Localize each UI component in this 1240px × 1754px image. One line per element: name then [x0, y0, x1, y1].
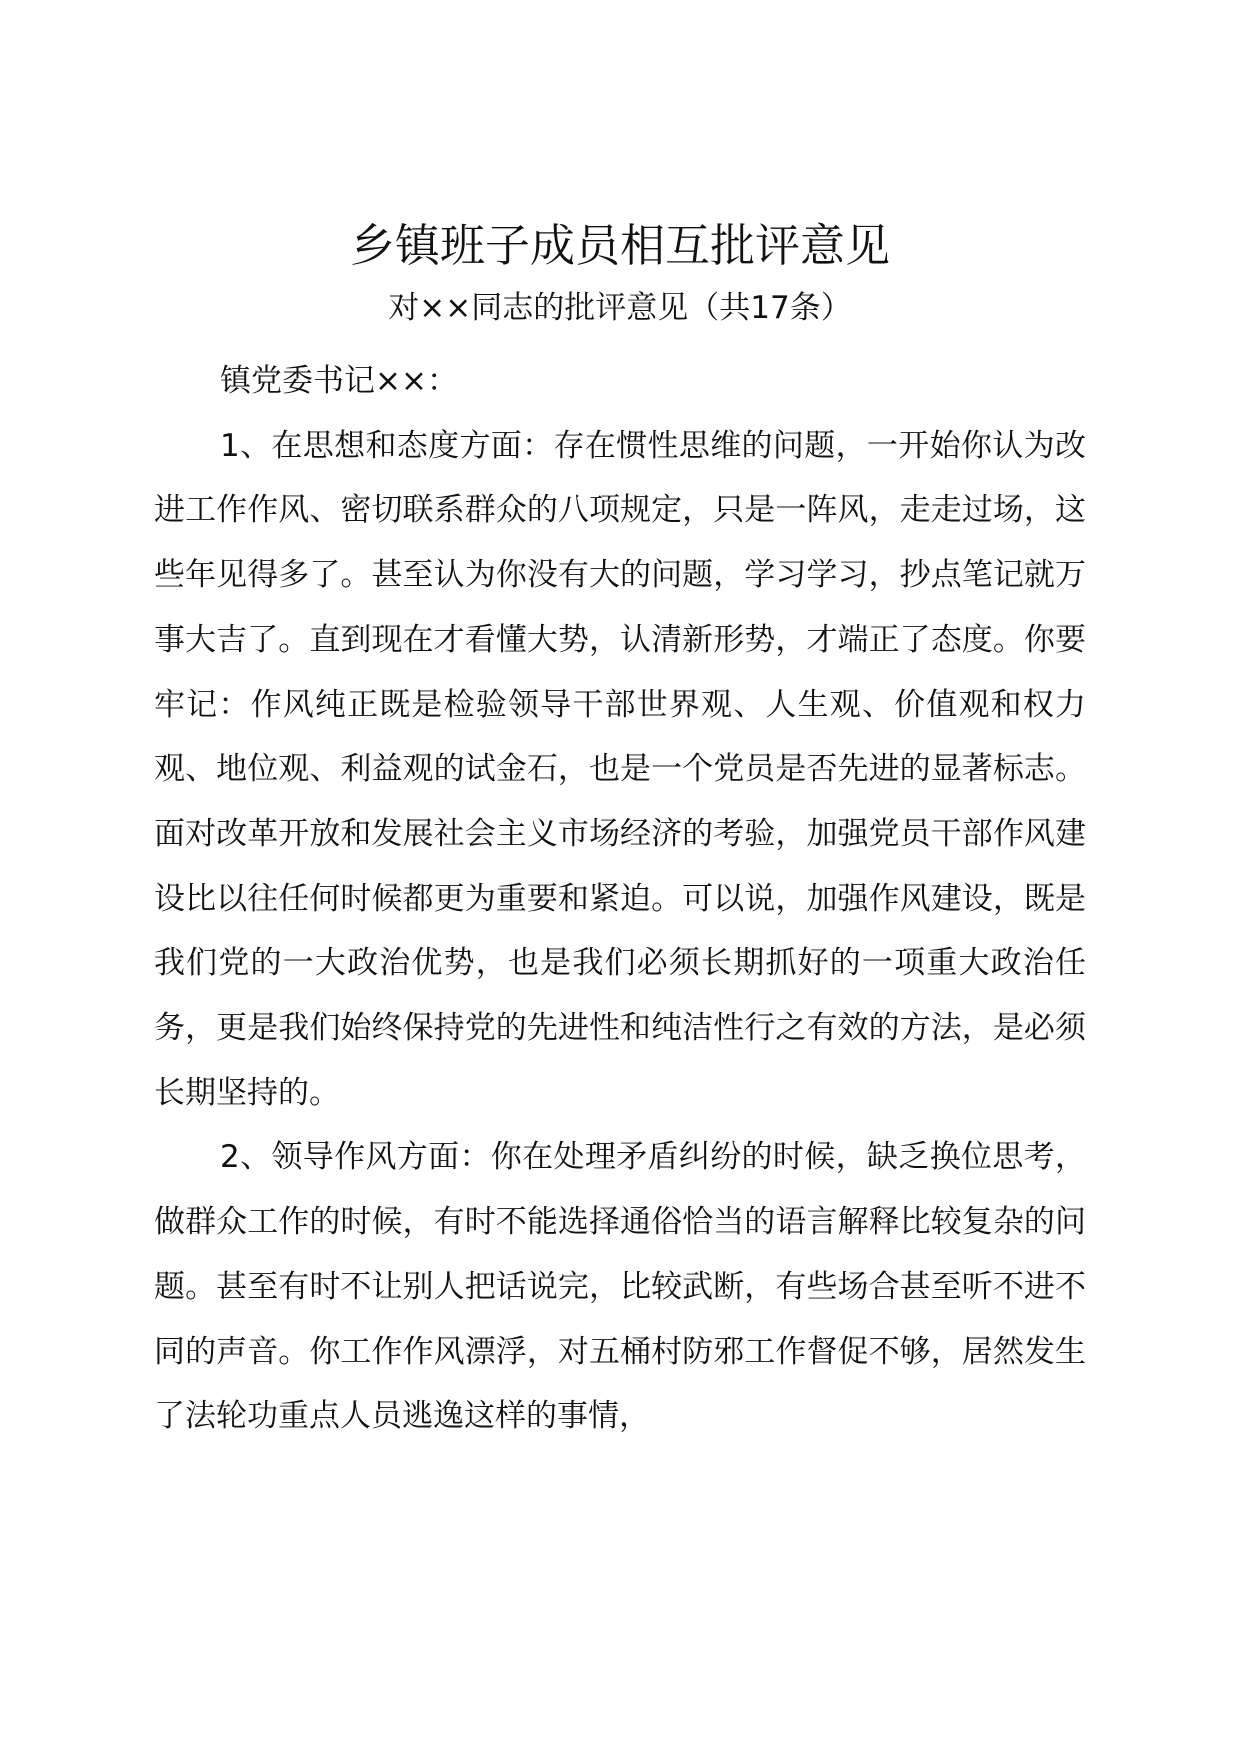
- document-title: 乡镇班子成员相互批评意见: [349, 219, 890, 272]
- document-body: [154, 349, 1086, 1449]
- paragraph-2: 2、领导作风方面：你在处理矛盾纠纷的时候，缺乏换位思考，做群众工作的时候，有时不能选择通俗恰当的语言解释比较复杂的问题。甚至有时不让别人把话说完，比较武断，有些场合甚至听不进不同的声音。你工作作风漂浮，对五桶村防邪工作督促不够，居然发生了法轮功重点人员逃逸这样的事情，: [154, 1139, 1086, 1435]
- paragraph-1: 1、在思想和态度方面：存在惯性思维的问题，一开始你认为改进工作作风、密切联系群众的八项规定，只是一阵风，走走过场，这些年见得多了。甚至认为你没有大的问题，学习学习，抄点笔记就万事大吉了。直到现在才看懂大势，认清新形势，才端正了态度。你要牢记：作风纯正既是检验领导干部世界观、人生观、价值观和权力观、地位观、利益观的试金石，也是一个党员是否先进的显著标志。面对改革开放和发展社会主义市场经济的考验，加强党员干部作风建设比以往任何时候都更为重要和紧迫。可以说，加强作风建设，既是我们党的一大政治优势，也是我们必须长期抓好的一项重大政治任务，更是我们始终保持党的先进性和纯洁性行之有效的方法，是必须长期坚持的。: [154, 427, 1086, 1111]
- salutation: 镇党委书记××：: [220, 363, 458, 399]
- document-subtitle: 对××同志的批评意见（共17条）: [388, 290, 852, 326]
